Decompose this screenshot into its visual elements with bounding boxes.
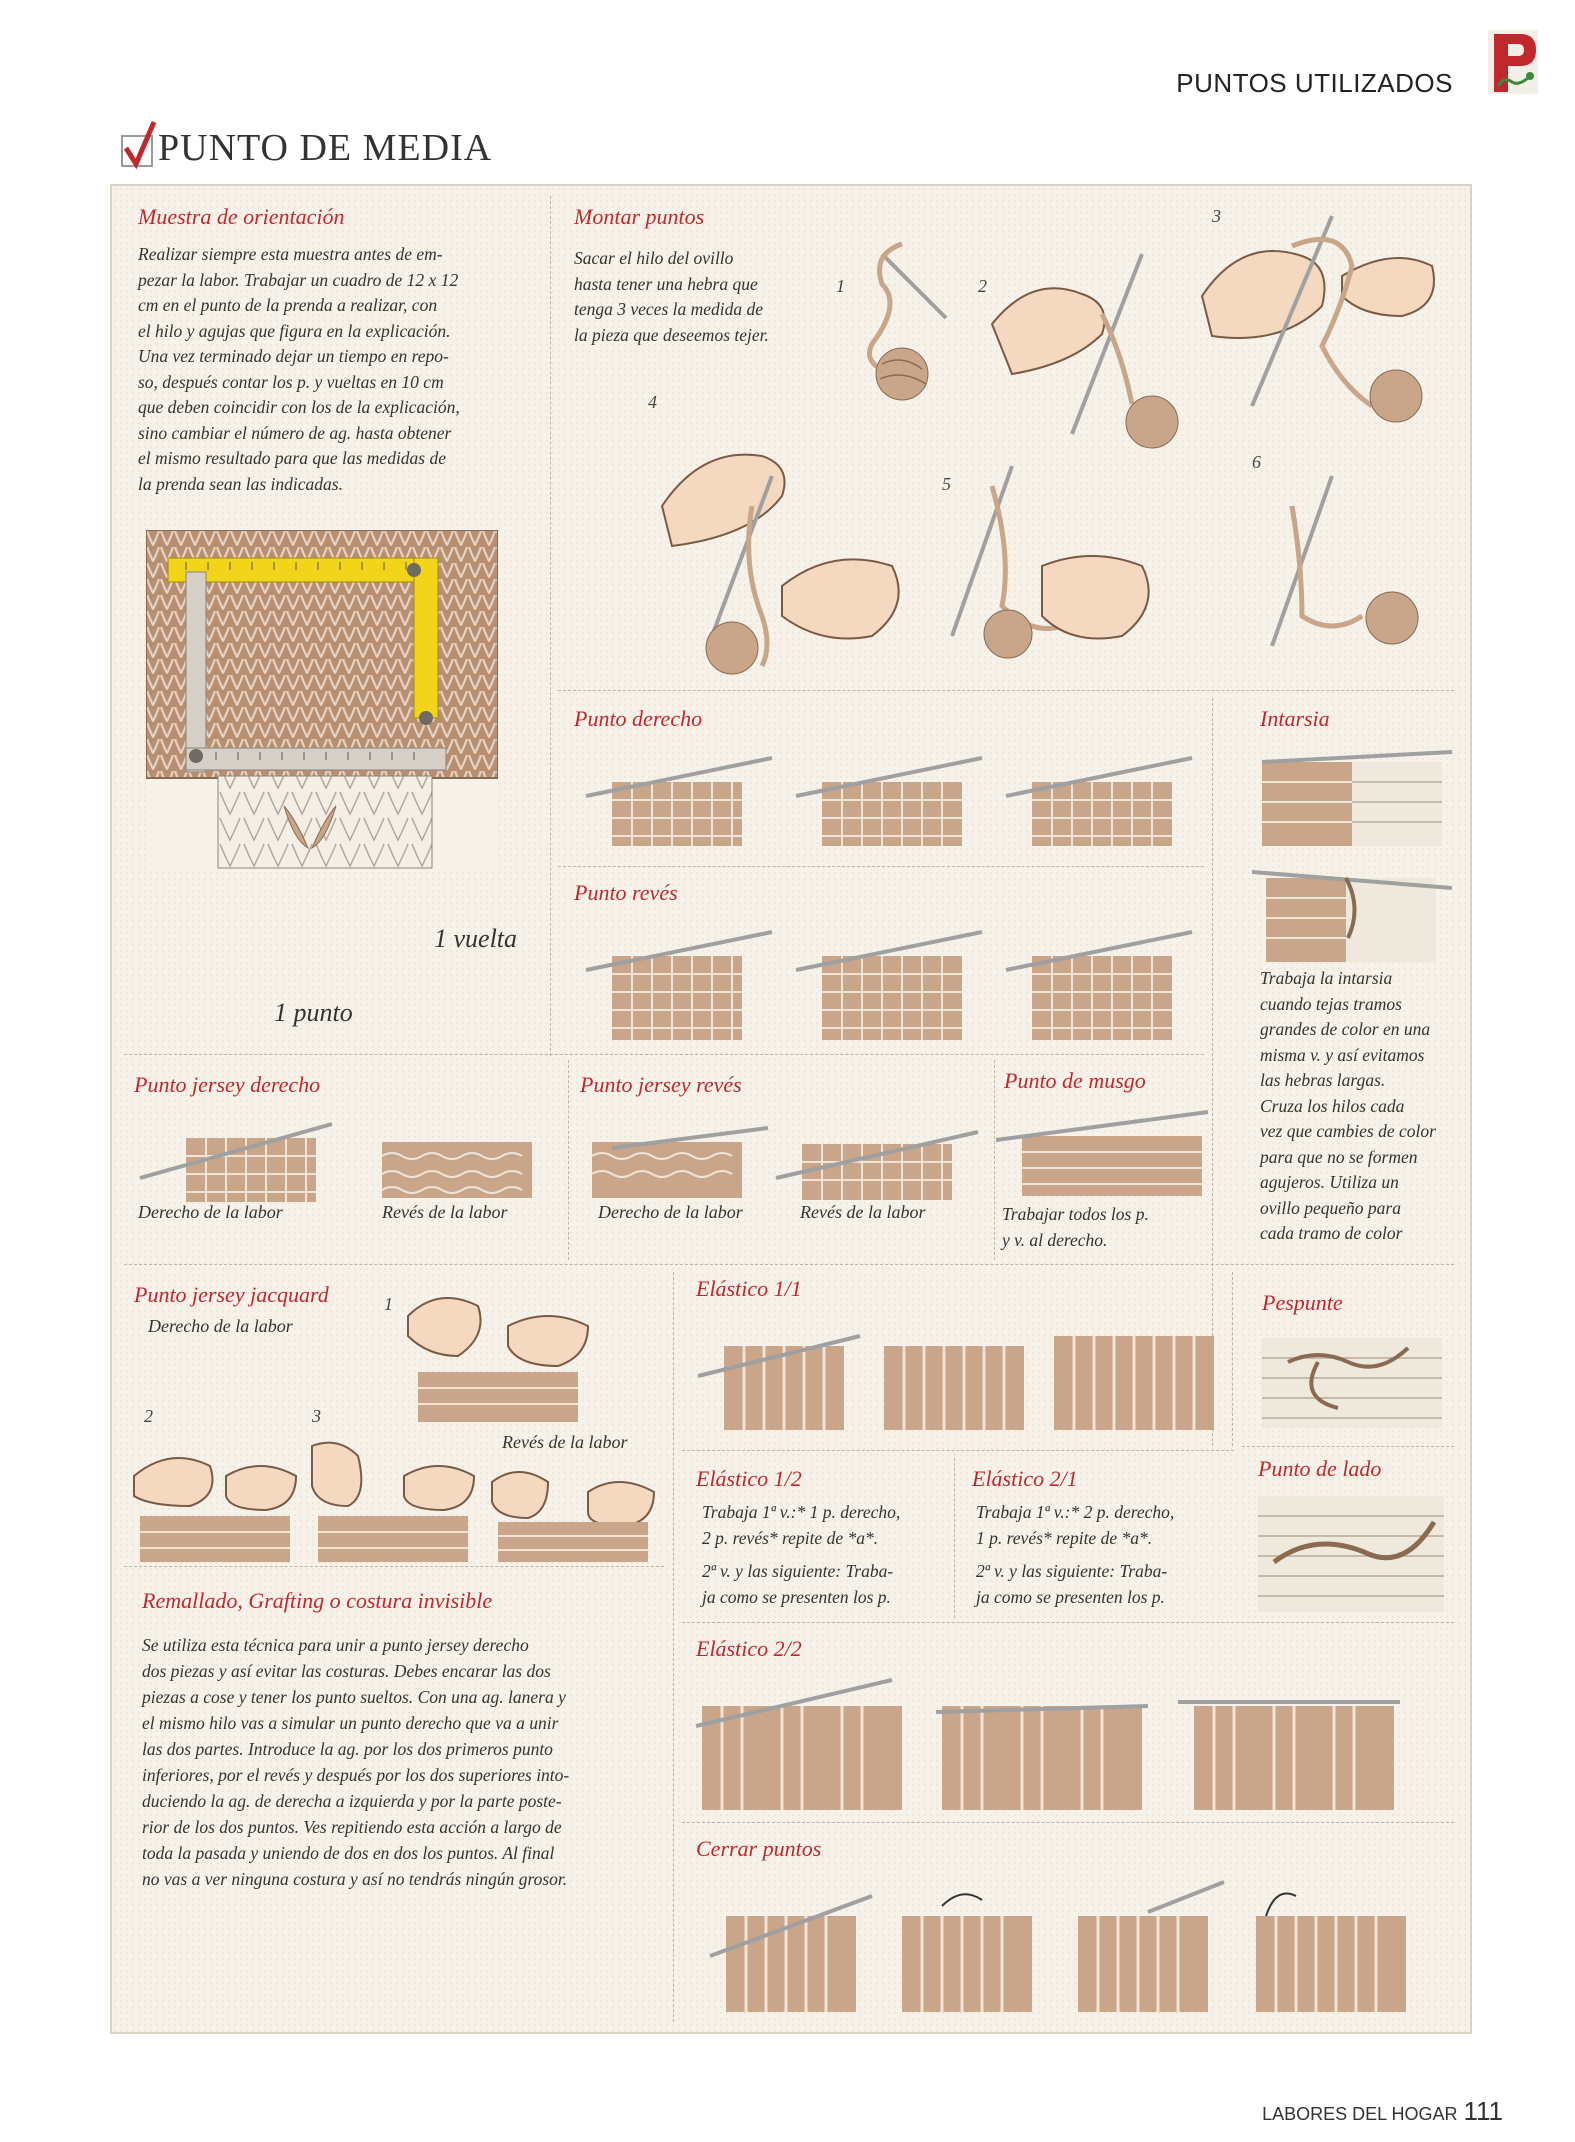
- divider: [124, 1566, 664, 1568]
- elastico-1-2-text: [702, 1500, 952, 1610]
- step-number: 3: [1212, 206, 1221, 226]
- content-panel: [110, 184, 1472, 2034]
- text-line: 2 p. revés* repite de *a*.: [702, 1527, 879, 1548]
- jacquard-caption-back: Revés de la labor: [502, 1432, 628, 1452]
- punto-reves-step-2-illustration: [792, 916, 992, 1046]
- divider: [682, 1622, 1454, 1624]
- section-title-elastico-2-1: Elástico 2/1: [972, 1466, 1078, 1491]
- jacquard-caption-front: Derecho de la labor: [148, 1316, 293, 1336]
- text-line: toda la pasada y uniendo de dos en dos los puntos. Al final: [142, 1843, 555, 1863]
- section-title-elastico-1-2: Elástico 1/2: [696, 1466, 802, 1491]
- text-line: Una vez terminado dejar un tiempo en repo-: [138, 346, 449, 366]
- punto-derecho-step-2-illustration: [792, 742, 992, 852]
- elastico-2-2-step-3-illustration: [1174, 1656, 1404, 1816]
- jersey-derecho-caption-back: Revés de la labor: [382, 1202, 508, 1222]
- punto-derecho-step-3-illustration: [1002, 742, 1202, 852]
- text-line: las dos partes. Introduce la ag. por los dos primeros punto: [142, 1739, 553, 1759]
- text-line: ovillo pequeño para: [1260, 1197, 1401, 1218]
- divider: [558, 866, 1204, 868]
- text-line: 1 p. revés* repite de *a*.: [976, 1527, 1153, 1548]
- text-line: hasta tener una hebra que: [574, 273, 758, 294]
- text-line: dos piezas y así evitar las costuras. Debes encarar las dos: [142, 1661, 551, 1681]
- checkmark-icon: [118, 118, 158, 170]
- montar-text: [574, 246, 814, 348]
- jacquard-step-2-illustration: [130, 1436, 300, 1566]
- muestra-text: [138, 242, 538, 497]
- divider: [568, 1060, 570, 1260]
- jacquard-step-1-illustration: [398, 1276, 598, 1426]
- divider: [124, 1264, 1454, 1266]
- divider: [682, 1450, 1234, 1452]
- elastico-2-1-text: [976, 1500, 1226, 1610]
- text-line: Trabaja la intarsia: [1260, 968, 1393, 988]
- divider: [558, 690, 1454, 692]
- step-number: 2: [144, 1406, 153, 1426]
- cast-on-step-3-illustration: [1182, 206, 1452, 436]
- cast-on-step-1-illustration: [842, 234, 962, 404]
- divider: [1242, 1446, 1454, 1448]
- section-title-pespunte: Pespunte: [1262, 1290, 1343, 1315]
- text-line: Realizar siempre esta muestra antes de em-: [138, 244, 443, 264]
- section-title-jersey-derecho: Punto jersey derecho: [134, 1072, 321, 1097]
- text-line: cuando tejas tramos: [1260, 993, 1402, 1014]
- text-line: no vas a ver ninguna costura y así no tendrás ningún grosor.: [142, 1869, 568, 1889]
- label-1-vuelta: 1 vuelta: [434, 924, 518, 953]
- elastico-1-1-step-1-illustration: [694, 1316, 864, 1436]
- text-line: el hilo y agujas que figura en la explicación.: [138, 320, 451, 341]
- decorative-initial-p-icon: [1484, 26, 1542, 98]
- section-title-montar: Montar puntos: [574, 204, 705, 229]
- text-line: que deben coincidir con los de la explicación,: [138, 397, 460, 417]
- punto-derecho-step-1-illustration: [582, 742, 782, 852]
- text-line: Cruza los hilos cada: [1260, 1095, 1405, 1116]
- text-line: pezar la labor. Trabajar un cuadro de 12 x 12: [138, 269, 459, 290]
- text-line: vez que cambies de color: [1260, 1121, 1436, 1141]
- text-line: Sacar el hilo del ovillo: [574, 248, 734, 268]
- cast-on-step-5-illustration: [932, 436, 1172, 666]
- jersey-reves-front-illustration: [582, 1108, 772, 1208]
- step-number: 6: [1252, 452, 1261, 472]
- divider: [673, 1272, 675, 2022]
- text-line: agujeros. Utiliza un: [1260, 1172, 1399, 1192]
- remallado-text: [142, 1632, 662, 1892]
- divider: [954, 1458, 956, 1618]
- divider: [124, 1054, 1204, 1056]
- text-line: tenga 3 veces la medida de: [574, 299, 764, 319]
- jersey-derecho-back-illustration: [352, 1108, 542, 1208]
- intarsia-text: [1260, 966, 1460, 1247]
- magazine-name: LABORES DEL HOGAR: [1262, 2104, 1458, 2124]
- text-line: la pieza que deseemos tejer.: [574, 324, 769, 345]
- text-line: Trabaja 1ª v.:* 1 p. derecho,: [702, 1502, 901, 1522]
- musgo-illustration: [992, 1100, 1212, 1200]
- section-title-intarsia: Intarsia: [1260, 706, 1330, 731]
- elastico-2-2-step-1-illustration: [692, 1656, 912, 1816]
- jersey-derecho-front-illustration: [136, 1108, 336, 1208]
- text-line: el mismo hilo vas a simular un punto derecho que va a unir: [142, 1713, 559, 1733]
- text-line: inferiores, por el revés y después por los dos superiores into-: [142, 1765, 570, 1785]
- text-line: grandes de color en una: [1260, 1019, 1431, 1039]
- elastico-1-1-step-3-illustration: [1044, 1316, 1224, 1436]
- text-line: cada tramo de color: [1260, 1223, 1403, 1243]
- jacquard-step-3-illustration: [308, 1436, 478, 1566]
- cerrar-puntos-step-2-illustration: [882, 1876, 1052, 2016]
- jersey-reves-caption-back: Revés de la labor: [800, 1202, 926, 1222]
- page-number: 111: [1463, 2096, 1503, 2126]
- label-1-punto: 1 punto: [274, 998, 353, 1027]
- section-title-remallado: Remallado, Grafting o costura invisible: [142, 1588, 493, 1613]
- cast-on-step-6-illustration: [1242, 466, 1432, 656]
- punto-reves-step-1-illustration: [582, 916, 782, 1046]
- text-line: sino cambiar el número de ag. hasta obtener: [138, 422, 452, 443]
- cerrar-puntos-step-1-illustration: [706, 1876, 876, 2016]
- section-title-musgo: Punto de musgo: [1004, 1068, 1146, 1093]
- text-line: y v. al derecho.: [1002, 1229, 1108, 1250]
- step-number: 1: [384, 1294, 393, 1314]
- text-line: ja como se presenten los p.: [702, 1586, 891, 1607]
- step-number: 1: [836, 276, 845, 296]
- gauge-swatch-illustration: [146, 530, 498, 870]
- section-title-cerrar-puntos: Cerrar puntos: [696, 1836, 822, 1861]
- text-line: Trabaja 1ª v.:* 2 p. derecho,: [976, 1502, 1175, 1522]
- divider: [1232, 1272, 1234, 1446]
- text-line: piezas a cose y tener los punto sueltos. Con una ag. lanera y: [142, 1687, 566, 1707]
- jacquard-back-illustration: [488, 1462, 658, 1566]
- text-line: rior de los dos puntos. Ves repitiendo esta acción a largo de: [142, 1817, 562, 1837]
- elastico-1-1-step-2-illustration: [874, 1316, 1034, 1436]
- step-number: 4: [648, 392, 657, 412]
- section-title-muestra: Muestra de orientación: [138, 204, 345, 229]
- divider: [682, 1822, 1454, 1824]
- step-number: 3: [312, 1406, 321, 1426]
- cast-on-step-2-illustration: [972, 234, 1192, 454]
- section-title-jacquard: Punto jersey jacquard: [134, 1282, 329, 1307]
- text-line: para que no se formen: [1260, 1146, 1418, 1167]
- intarsia-illustration-2: [1252, 858, 1452, 968]
- text-line: 2ª v. y las siguiente: Traba-: [702, 1561, 894, 1581]
- pespunte-illustration: [1258, 1328, 1448, 1432]
- section-header: PUNTOS UTILIZADOS: [1176, 68, 1453, 98]
- jersey-reves-caption-front: Derecho de la labor: [598, 1202, 743, 1222]
- musgo-text: [1002, 1202, 1202, 1253]
- text-line: las hebras largas.: [1260, 1070, 1386, 1090]
- page-footer: [1262, 2096, 1503, 2127]
- divider: [550, 196, 552, 1056]
- cerrar-puntos-step-3-illustration: [1058, 1876, 1228, 2016]
- text-line: el mismo resultado para que las medidas de: [138, 448, 447, 468]
- text-line: misma v. y así evitamos: [1260, 1044, 1425, 1065]
- cast-on-step-4-illustration: [632, 386, 932, 676]
- section-title-punto-de-lado: Punto de lado: [1258, 1456, 1382, 1481]
- text-line: la prenda sean las indicadas.: [138, 473, 343, 494]
- step-number: 2: [978, 276, 987, 296]
- text-line: ja como se presenten los p.: [976, 1586, 1165, 1607]
- cerrar-puntos-step-4-illustration: [1236, 1876, 1416, 2016]
- text-line: 2ª v. y las siguiente: Traba-: [976, 1561, 1168, 1581]
- section-title-elastico-2-2: Elástico 2/2: [696, 1636, 802, 1661]
- jersey-reves-back-illustration: [772, 1108, 982, 1208]
- punto-reves-step-3-illustration: [1002, 916, 1202, 1046]
- text-line: cm en el punto de la prenda a realizar, con: [138, 295, 438, 315]
- intarsia-illustration-1: [1252, 742, 1452, 852]
- elastico-2-2-step-2-illustration: [932, 1656, 1152, 1816]
- section-title-punto-derecho: Punto derecho: [574, 706, 703, 731]
- text-line: Trabajar todos los p.: [1002, 1204, 1149, 1224]
- section-title-elastico-1-1: Elástico 1/1: [696, 1276, 802, 1301]
- page-title: PUNTO DE MEDIA: [158, 127, 493, 169]
- jersey-derecho-caption-front: Derecho de la labor: [138, 1202, 283, 1222]
- section-title-jersey-reves: Punto jersey revés: [580, 1072, 742, 1097]
- text-line: duciendo la ag. de derecha a izquierda y por la parte poste-: [142, 1791, 562, 1811]
- step-number: 5: [942, 474, 951, 494]
- text-line: so, después contar los p. y vueltas en 10 cm: [138, 371, 444, 392]
- text-line: Se utiliza esta técnica para unir a punto jersey derecho: [142, 1635, 529, 1655]
- section-title-punto-reves: Punto revés: [574, 880, 678, 905]
- punto-de-lado-illustration: [1254, 1492, 1450, 1616]
